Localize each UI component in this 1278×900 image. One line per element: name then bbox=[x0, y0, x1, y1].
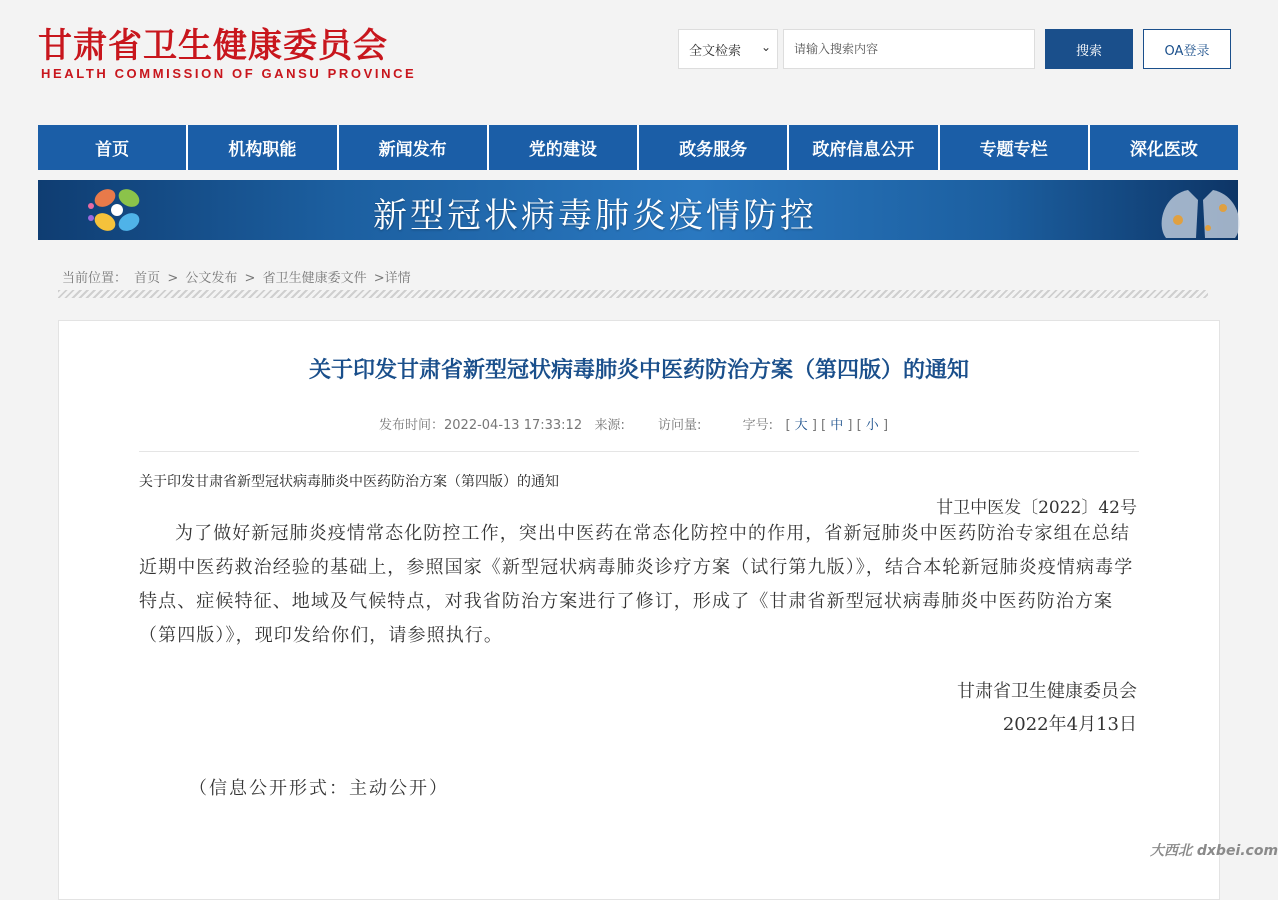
signature-org: 甘肃省卫生健康委员会 bbox=[957, 681, 1137, 702]
breadcrumb-separator: > bbox=[167, 271, 179, 286]
breadcrumb-files-link[interactable]: 省卫生健康委文件 bbox=[262, 271, 367, 286]
font-size-label: 字号: bbox=[742, 418, 774, 433]
main-nav bbox=[38, 125, 1238, 170]
nav-item-functions[interactable]: 机构职能 bbox=[188, 125, 338, 170]
breadcrumb-home-link[interactable]: 首页 bbox=[134, 271, 161, 286]
document-subtitle: 关于印发甘肃省新型冠状病毒肺炎中医药防治方案（第四版）的通知 bbox=[139, 474, 559, 490]
nav-item-reform[interactable]: 深化医改 bbox=[1129, 140, 1198, 160]
nav-item-party[interactable]: 党的建设 bbox=[489, 125, 639, 170]
site-header bbox=[0, 0, 1251, 120]
chevron-down-icon: ⌄ bbox=[760, 40, 771, 54]
article-title: 关于印发甘肃省新型冠状病毒肺炎中医药防治方案（第四版）的通知 bbox=[308, 358, 969, 383]
meta-divider bbox=[139, 451, 1139, 452]
publish-time: 2022-04-13 17:33:12 bbox=[444, 418, 583, 433]
lungs-icon bbox=[1162, 190, 1240, 238]
divider bbox=[58, 290, 1208, 298]
banner-title: 新型冠状病毒肺炎疫情防控 bbox=[373, 196, 817, 236]
breadcrumb bbox=[62, 267, 414, 286]
views-label: 访问量: bbox=[657, 418, 702, 433]
search-input[interactable] bbox=[783, 29, 1035, 69]
nav-item-home[interactable]: 首页 bbox=[38, 125, 188, 170]
breadcrumb-docs-link[interactable]: 公文发布 bbox=[185, 271, 238, 286]
covid-banner[interactable] bbox=[38, 180, 1238, 240]
publish-label: 发布时间： bbox=[379, 418, 445, 433]
document-number: 甘卫中医发〔2022〕42号 bbox=[936, 498, 1137, 518]
article-body: 为了做好新冠肺炎疫情常态化防控工作，突出中医药在常态化防控中的作用，省新冠肺炎中医药防治专家组在总结近期中医药救治经验的基础上，参照国家《新型冠状病毒肺炎诊疗方案（试行第九版）》，结合本轮新冠肺炎疫情病毒学特点、症候特征、地域及气候特点，对我省防治方案进行了修订，形成了《甘肃省新型冠状病毒肺炎中医药防治方案（第四版）》，现印发给你们，请参照执行。 bbox=[139, 523, 1134, 646]
nav-item-services[interactable]: 政务服务 bbox=[639, 125, 789, 170]
site-logo-english: HEALTH COMMISSION OF GANSU PROVINCE bbox=[41, 66, 417, 81]
disclosure-form: （信息公开形式：主动公开） bbox=[189, 778, 449, 799]
oa-login-button[interactable]: OA登录 bbox=[1143, 29, 1231, 69]
font-size-small[interactable]: 小 bbox=[865, 418, 879, 433]
search-scope-select[interactable] bbox=[678, 29, 778, 69]
font-size-medium[interactable]: 中 bbox=[830, 418, 844, 433]
site-logo[interactable]: 甘肃省卫生健康委员会 bbox=[38, 26, 388, 66]
search-scope-value: 全文检索 bbox=[689, 43, 742, 59]
nav-item-disclosure[interactable]: 政府信息公开 bbox=[789, 125, 939, 170]
source-label: 来源: bbox=[594, 418, 625, 433]
article-meta: 发布时间：2022-04-13 17:33:12 来源: 访问量: 字号: [ 大 ] [ 中 ] [ 小 ] bbox=[379, 418, 889, 433]
search-button[interactable]: 搜索 bbox=[1045, 29, 1133, 69]
breadcrumb-prefix: 当前位置： bbox=[62, 271, 128, 286]
watermark-logo: 大西北 dxbei.com bbox=[1150, 843, 1278, 859]
nav-item-news[interactable]: 新闻发布 bbox=[339, 125, 489, 170]
flower-emblem-icon bbox=[88, 186, 143, 235]
breadcrumb-current: >详情 bbox=[373, 271, 411, 286]
font-size-large[interactable]: 大 bbox=[794, 418, 808, 433]
article-panel bbox=[58, 320, 1220, 900]
nav-item-topics[interactable]: 专题专栏 bbox=[940, 125, 1090, 170]
signature-date: 2022年4月13日 bbox=[1002, 714, 1137, 735]
breadcrumb-separator: > bbox=[244, 271, 256, 286]
